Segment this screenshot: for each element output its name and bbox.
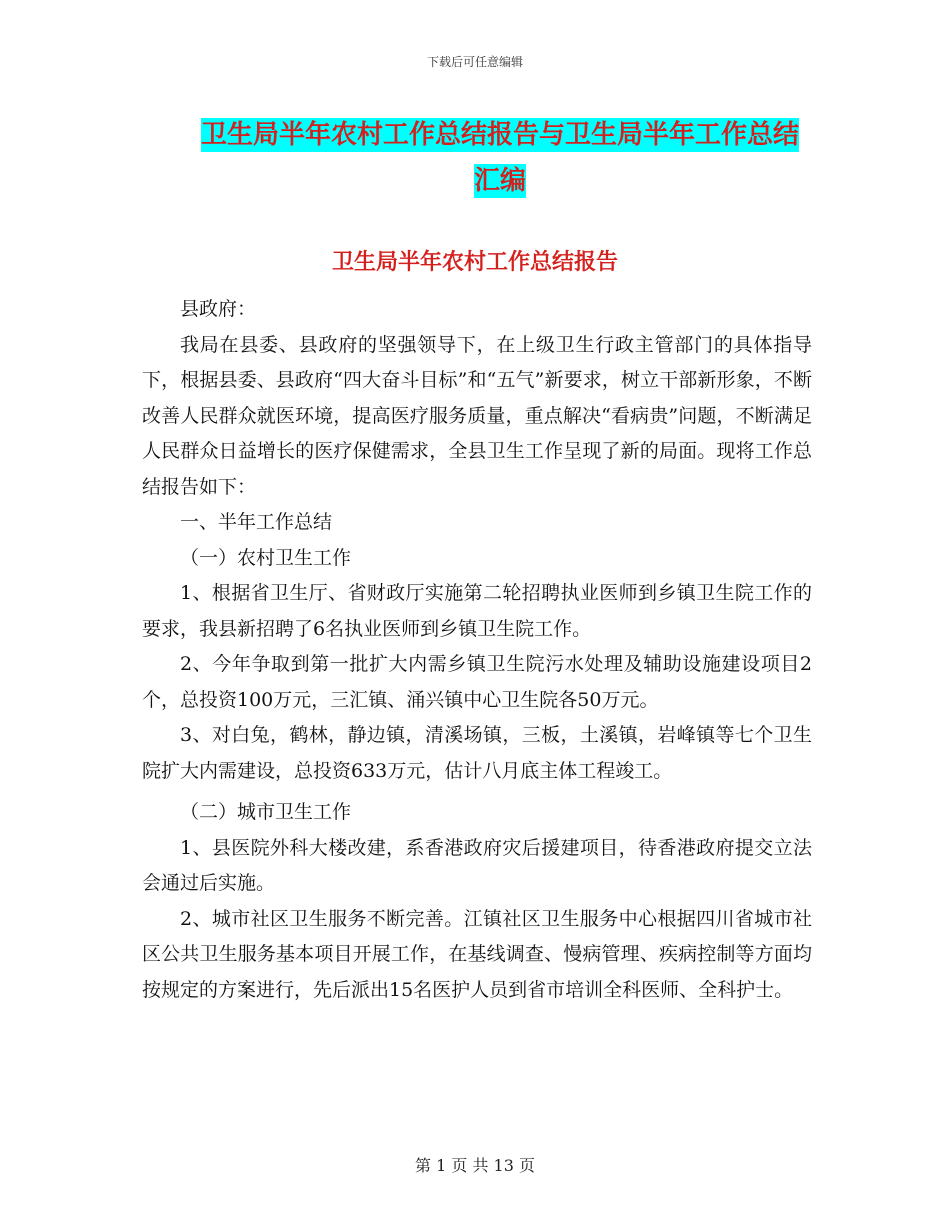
paragraph-urban-1: 1、县医院外科大楼改建，系香港政府灾后援建项目，待香港政府提交立法会通过后实施。 [142,836,812,894]
salutation: 县政府： [180,298,257,320]
paragraph-urban-2: 2、城市社区卫生服务不断完善。江镇社区卫生服务中心根据四川省城市社区公共卫生服务基本项目开展工作，在基线调查、慢病管理、疾病控制等方面均按规定的方案进行，先后派出15名医护人员到省市培训全科医师、全科护士。 [142,907,812,1001]
subheading-urban-health: （二）城市卫生工作 [180,801,352,823]
document-title-line2: 汇编 [473,166,526,196]
paragraph-rural-2: 2、今年争取到第一批扩大内需乡镇卫生院污水处理及辅助设施建设项目2个，总投资100万元，三汇镇、涌兴镇中心卫生院各50万元。 [142,653,812,711]
document-title [190,112,810,204]
document-title-line1: 卫生局半年农村工作总结报告与卫生局半年工作总结 [200,120,799,150]
heading-half-year-summary: 一、半年工作总结 [180,511,333,533]
paragraph-intro: 我局在县委、县政府的坚强领导下，在上级卫生行政主管部门的具体指导下，根据县委、县政府“四大奋斗目标”和“五气”新要求，树立干部新形象，不断改善人民群众就医环境，提高医疗服务质量，重点解决“看病贵”问题，不断满足人民群众日益增长的医疗保健需求，全县卫生工作呈现了新的局面。现将工作总结报告如下： [142,333,812,498]
body-text [142,292,812,1008]
page-footer: 第 1 页 共 13 页 [415,1156,535,1175]
subheading-rural-health: （一）农村卫生工作 [180,546,352,569]
paragraph-rural-1: 1、根据省卫生厅、省财政厅实施第二轮招聘执业医师到乡镇卫生院工作的要求，我县新招聘了6名执业医师到乡镇卫生院工作。 [142,582,812,640]
section-title: 卫生局半年农村工作总结报告 [331,250,618,275]
header-note: 下载后可任意编辑 [426,55,523,69]
paragraph-rural-3: 3、对白兔，鹤林，静边镇，清溪场镇，三板，土溪镇，岩峰镇等七个卫生院扩大内需建设，总投资633万元，估计八月底主体工程竣工。 [142,724,812,782]
